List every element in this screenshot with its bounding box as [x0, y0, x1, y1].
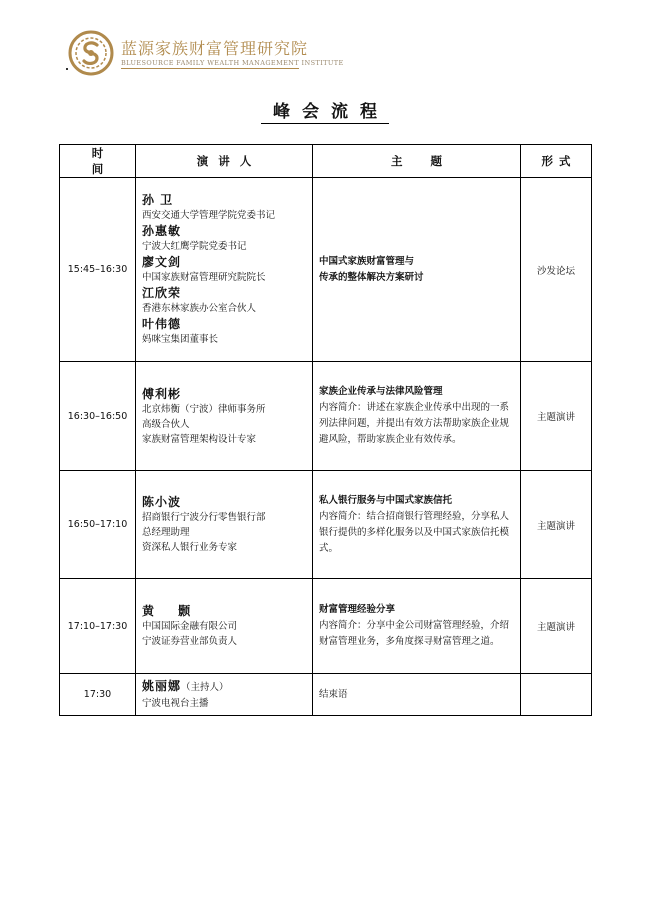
speaker-list [136, 579, 313, 674]
speaker-name: 傅利彬 [142, 386, 182, 401]
table-row [60, 579, 592, 674]
topic-description: 内容简介：结合招商银行管理经验，分享私人银行提供的多样化服务以及中国式家族信托模式。 [319, 510, 510, 554]
speaker-title: 招商银行宁波分行零售银行部 [142, 512, 266, 523]
topic-title: 家族企业传承与法律风险管理 [319, 386, 443, 397]
table-row [60, 178, 592, 362]
table-row [60, 674, 592, 716]
topic-description: 内容简介：分享中金公司财富管理经验，介绍财富管理业务，多角度探寻财富管理之道。 [319, 620, 510, 647]
session-time: 17:30 [60, 674, 136, 716]
speaker-title: 中国家族财富管理研究院院长 [142, 272, 266, 283]
session-time: 15:45–16:30 [60, 178, 136, 362]
speaker-list [136, 362, 313, 471]
session-time: 16:30–16:50 [60, 362, 136, 471]
speaker-title: 资深私人银行业务专家 [142, 542, 238, 553]
speaker-title: 总经理助理 [142, 527, 190, 538]
page-title: 峰会流程 [261, 97, 389, 124]
session-time: 16:50–17:10 [60, 471, 136, 579]
topic-plain: 结束语 [319, 688, 348, 700]
org-name-en: BLUESOURCE FAMILY WEALTH MANAGEMENT INSTITUTE [121, 59, 344, 67]
topic-title: 私人银行服务与中国式家族信托 [319, 494, 453, 506]
speaker-name: 黄 颢 [142, 604, 201, 618]
speaker-title: 家族财富管理架构设计专家 [142, 433, 257, 445]
speaker-title: 香港东林家族办公室合伙人 [142, 303, 257, 314]
speaker-name: 姚丽娜 [142, 679, 182, 693]
stray-mark [66, 68, 68, 70]
topic-title: 中国式家族财富管理与 [319, 255, 415, 267]
session-topic [313, 579, 521, 674]
session-format: 主题演讲 [521, 362, 592, 471]
page-title-wrap [0, 97, 650, 124]
speaker-name: 陈小波 [142, 495, 182, 509]
header-time: 时间 [60, 145, 136, 178]
speaker-title: 高级合伙人 [142, 418, 190, 430]
header-format: 形式 [521, 145, 592, 178]
speaker-title: 中国国际金融有限公司 [142, 621, 238, 632]
speaker-title: 宁波证券营业部负责人 [142, 636, 238, 647]
session-format: 主题演讲 [521, 579, 592, 674]
table-row [60, 362, 592, 471]
schedule-table [59, 144, 592, 716]
speaker-name: 孙惠敏 [142, 224, 182, 238]
speaker-title: 宁波大红鹰学院党委书记 [142, 241, 247, 252]
table-header-row [60, 145, 592, 178]
org-name-cn: 蓝源家族财富管理研究院 [121, 39, 309, 58]
speaker-list [136, 674, 313, 716]
speaker-list [136, 471, 313, 579]
topic-title: 传承的整体解决方案研讨 [319, 271, 424, 283]
session-topic [313, 471, 521, 579]
session-format [521, 674, 592, 716]
header-speaker: 演讲人 [136, 145, 313, 178]
speaker-name: 江欣荣 [142, 286, 182, 300]
org-logo [68, 30, 344, 80]
speaker-name: 孙 卫 [142, 193, 174, 207]
session-topic [313, 178, 521, 362]
header-topic: 主题 [313, 145, 521, 178]
speaker-title: 北京炜衡（宁波）律师事务所 [142, 403, 266, 415]
session-topic [313, 362, 521, 471]
table-row [60, 471, 592, 579]
seal-icon [68, 30, 114, 76]
session-format: 沙发论坛 [521, 178, 592, 362]
session-topic [313, 674, 521, 716]
speaker-list [136, 178, 313, 362]
speaker-title: 西安交通大学管理学院党委书记 [142, 210, 276, 221]
speaker-name: 叶伟德 [142, 317, 182, 331]
speaker-title: 妈咪宝集团董事长 [142, 334, 219, 345]
speaker-title: 宁波电视台主播 [142, 698, 209, 709]
logo-divider [121, 68, 299, 69]
topic-title: 财富管理经验分享 [319, 604, 396, 615]
session-format: 主题演讲 [521, 471, 592, 579]
topic-description: 内容简介：讲述在家族企业传承中出现的一系列法律问题，并提出有效方法帮助家族企业规避风险，帮助家族企业有效传承。 [319, 402, 510, 445]
speaker-name-line [142, 678, 308, 696]
session-time: 17:10–17:30 [60, 579, 136, 674]
speaker-name: 廖文剑 [142, 255, 182, 269]
speaker-role-note: （主持人） [181, 682, 229, 693]
